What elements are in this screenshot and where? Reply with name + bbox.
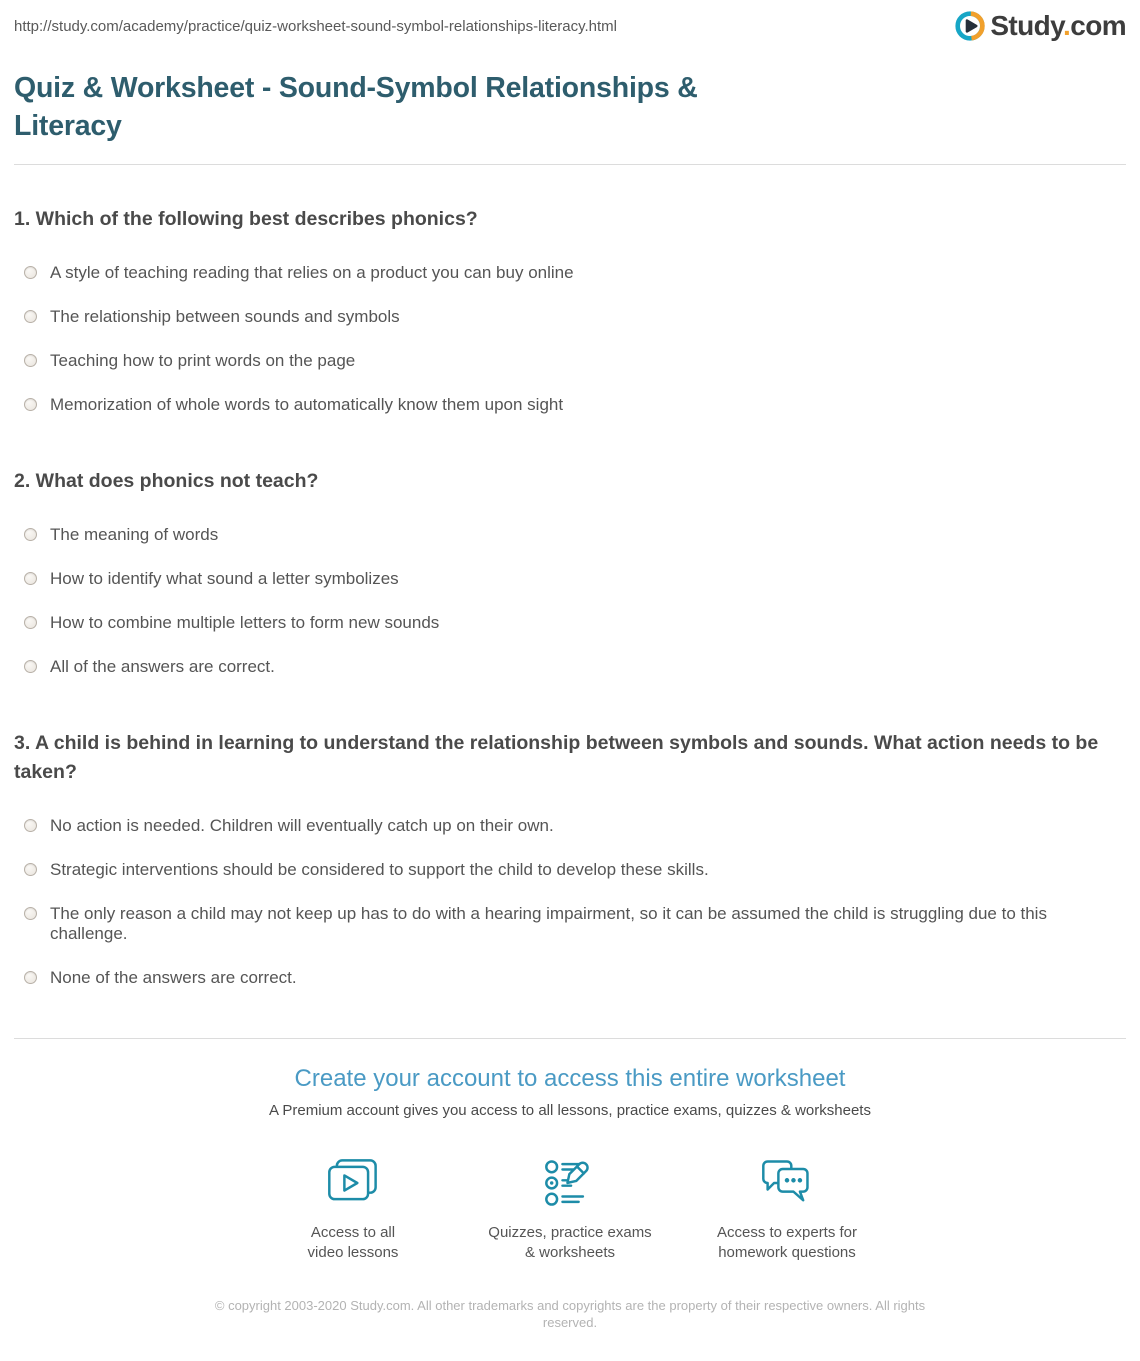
studycom-logo-icon bbox=[955, 11, 985, 41]
cta-section bbox=[14, 1065, 1126, 1119]
cta-divider bbox=[14, 1038, 1126, 1039]
radio-button[interactable] bbox=[24, 907, 37, 920]
radio-button[interactable] bbox=[24, 971, 37, 984]
page-header bbox=[14, 0, 1126, 44]
logo-dot: . bbox=[1063, 10, 1071, 41]
radio-button[interactable] bbox=[24, 528, 37, 541]
answer-option[interactable] bbox=[14, 892, 1126, 956]
create-account-link[interactable]: Create your account to access this entire worksheet bbox=[294, 1064, 846, 1092]
feature-label: Access to experts for homework questions bbox=[716, 1223, 858, 1261]
feature-label: Access to all video lessons bbox=[307, 1223, 399, 1261]
answer-option[interactable] bbox=[14, 339, 1126, 383]
question-2-options bbox=[14, 513, 1126, 689]
quizzes-worksheets-icon bbox=[475, 1151, 665, 1215]
radio-button[interactable] bbox=[24, 310, 37, 323]
cta-subheading: A Premium account gives you access to all lessons, practice exams, quizzes & worksheets bbox=[269, 1101, 871, 1119]
option-label[interactable]: Memorization of whole words to automatically know them upon sight bbox=[50, 395, 564, 415]
option-label[interactable]: A style of teaching reading that relies on a product you can buy online bbox=[50, 263, 574, 283]
option-label[interactable]: The relationship between sounds and symbols bbox=[50, 307, 400, 327]
question-2-heading: 2. What does phonics not teach? bbox=[14, 470, 319, 493]
answer-option[interactable] bbox=[14, 601, 1126, 645]
option-label[interactable]: Teaching how to print words on the page bbox=[50, 351, 356, 371]
page-url: http://study.com/academy/practice/quiz-worksheet-sound-symbol-relationships-literacy.html bbox=[14, 17, 618, 35]
answer-option[interactable] bbox=[14, 557, 1126, 601]
feature-quizzes-worksheets bbox=[475, 1151, 665, 1263]
answer-option[interactable] bbox=[14, 295, 1126, 339]
radio-button[interactable] bbox=[24, 660, 37, 673]
answer-option[interactable] bbox=[14, 251, 1126, 295]
answer-option[interactable] bbox=[14, 383, 1126, 427]
feature-label: Quizzes, practice exams & worksheets bbox=[488, 1223, 652, 1261]
feature-homework-experts bbox=[692, 1151, 882, 1263]
question-1-heading: 1. Which of the following best describes phonics? bbox=[14, 207, 478, 230]
radio-button[interactable] bbox=[24, 354, 37, 367]
option-label[interactable]: How to identify what sound a letter symbolizes bbox=[50, 569, 399, 589]
radio-button[interactable] bbox=[24, 819, 37, 832]
question-2 bbox=[14, 467, 1126, 689]
answer-option[interactable] bbox=[14, 804, 1126, 848]
option-label[interactable]: All of the answers are correct. bbox=[50, 657, 275, 677]
answer-option[interactable] bbox=[14, 513, 1126, 557]
question-3-options bbox=[14, 804, 1126, 1000]
answer-option[interactable] bbox=[14, 645, 1126, 689]
option-label[interactable]: The only reason a child may not keep up has to do with a hearing impairment, so it can be assumed the child is struggling due to this challenge. bbox=[50, 903, 1047, 943]
question-1 bbox=[14, 205, 1126, 427]
option-label[interactable]: No action is needed. Children will eventually catch up on their own. bbox=[50, 815, 554, 835]
features-row bbox=[14, 1151, 1126, 1263]
radio-button[interactable] bbox=[24, 572, 37, 585]
question-1-options bbox=[14, 251, 1126, 427]
studycom-logo-text: Study.com bbox=[990, 10, 1126, 41]
radio-button[interactable] bbox=[24, 616, 37, 629]
option-label[interactable]: None of the answers are correct. bbox=[50, 967, 297, 987]
studycom-logo bbox=[955, 10, 1126, 42]
option-label[interactable]: How to combine multiple letters to form new sounds bbox=[50, 613, 440, 633]
option-label[interactable]: The meaning of words bbox=[50, 525, 219, 545]
experts-chat-icon bbox=[692, 1151, 882, 1215]
answer-option[interactable] bbox=[14, 848, 1126, 892]
title-divider bbox=[14, 164, 1126, 165]
radio-button[interactable] bbox=[24, 266, 37, 279]
page-title: Quiz & Worksheet - Sound-Symbol Relationships & Literacy bbox=[14, 72, 698, 142]
option-label[interactable]: Strategic interventions should be considered to support the child to develop these skills. bbox=[50, 859, 709, 879]
question-3 bbox=[14, 729, 1126, 1000]
radio-button[interactable] bbox=[24, 398, 37, 411]
radio-button[interactable] bbox=[24, 863, 37, 876]
feature-video-lessons bbox=[258, 1151, 448, 1263]
video-lessons-icon bbox=[258, 1151, 448, 1215]
copyright-notice: © copyright 2003-2020 Study.com. All other trademarks and copyrights are the property of their respective owners. All rights reserved. bbox=[214, 1297, 926, 1330]
question-3-heading: 3. A child is behind in learning to understand the relationship between symbols and sounds. What action needs to be taken? bbox=[14, 732, 1099, 783]
answer-option[interactable] bbox=[14, 956, 1126, 1000]
